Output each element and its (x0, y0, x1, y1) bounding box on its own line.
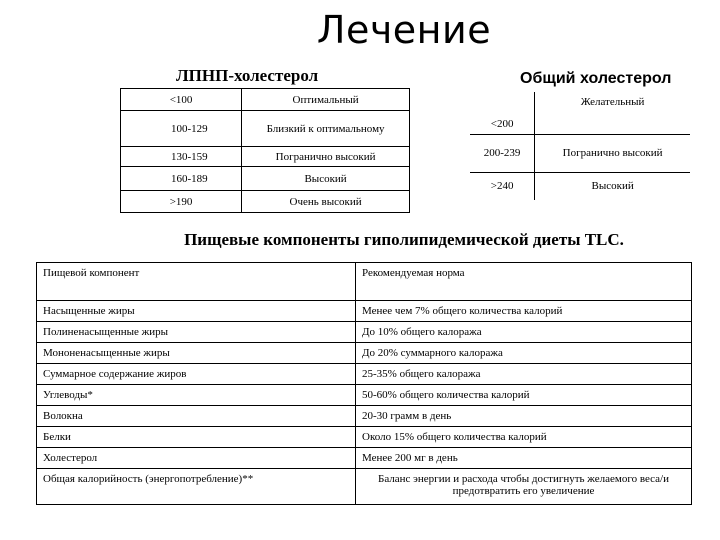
norm-cell: Менее чем 7% общего количества калорий (356, 301, 692, 322)
ldl-label: Оптимальный (242, 89, 410, 111)
norm-cell: До 20% суммарного калоража (356, 343, 692, 364)
ldl-value: <100 (121, 89, 242, 111)
table-row (470, 134, 690, 172)
column-header: Рекомендуемая норма (356, 263, 692, 301)
column-header: Пищевой компонент (37, 263, 356, 301)
total-value: 200-239 (470, 134, 535, 172)
component-cell: Полиненасыщенные жиры (37, 322, 356, 343)
table-row (121, 191, 410, 213)
table-row (37, 427, 692, 448)
norm-cell: До 10% общего калоража (356, 322, 692, 343)
total-label: Желательный (535, 92, 690, 134)
ldl-label: Близкий к оптимальному (242, 111, 410, 147)
page-title: Лечение (316, 8, 492, 52)
component-cell: Холестерол (37, 448, 356, 469)
total-value: <200 (470, 92, 535, 134)
table-row (37, 469, 692, 505)
ldl-label: Погранично высокий (242, 147, 410, 167)
component-cell: Насыщенные жиры (37, 301, 356, 322)
table-row (37, 406, 692, 427)
component-cell: Белки (37, 427, 356, 448)
total-label: Погранично высокий (535, 134, 690, 172)
component-cell: Волокна (37, 406, 356, 427)
norm-cell: Менее 200 мг в день (356, 448, 692, 469)
table-row (37, 301, 692, 322)
table-row (121, 167, 410, 191)
table-row (37, 385, 692, 406)
component-cell: Мононенасыщенные жиры (37, 343, 356, 364)
norm-cell: 50-60% общего количества калорий (356, 385, 692, 406)
norm-cell: 25-35% общего калоража (356, 364, 692, 385)
table-row (37, 343, 692, 364)
norm-cell: Баланс энергии и расхода чтобы достигнуть желаемого веса/и предотвратить его увеличение (356, 469, 692, 505)
ldl-value: >190 (121, 191, 242, 213)
diet-table (36, 262, 692, 505)
diet-table-title: Пищевые компоненты гиполипидемической диеты TLC. (184, 230, 624, 249)
ldl-value: 130-159 (121, 147, 242, 167)
component-cell: Суммарное содержание жиров (37, 364, 356, 385)
ldl-label: Высокий (242, 167, 410, 191)
table-row (37, 322, 692, 343)
ldl-value: 160-189 (121, 167, 242, 191)
table-row (121, 89, 410, 111)
total-cholesterol-table (470, 92, 690, 200)
ldl-heading: ЛПНП-холестерол (176, 66, 319, 85)
norm-cell: Около 15% общего количества калорий (356, 427, 692, 448)
total-label: Высокий (591, 180, 634, 193)
ldl-value: 100-129 (121, 111, 242, 147)
total-cholesterol-heading: Общий холестерол (520, 70, 672, 87)
table-header-row (37, 263, 692, 301)
table-row (37, 448, 692, 469)
table-row (470, 172, 690, 200)
table-row (121, 111, 410, 147)
component-cell: Общая калорийность (энергопотребление)** (37, 469, 356, 505)
component-cell: Углеводы* (37, 385, 356, 406)
table-row (470, 92, 690, 134)
table-row (121, 147, 410, 167)
table-row (37, 364, 692, 385)
total-value: >240 (470, 172, 535, 200)
ldl-table (120, 88, 410, 213)
norm-cell: 20-30 грамм в день (356, 406, 692, 427)
ldl-label: Очень высокий (242, 191, 410, 213)
